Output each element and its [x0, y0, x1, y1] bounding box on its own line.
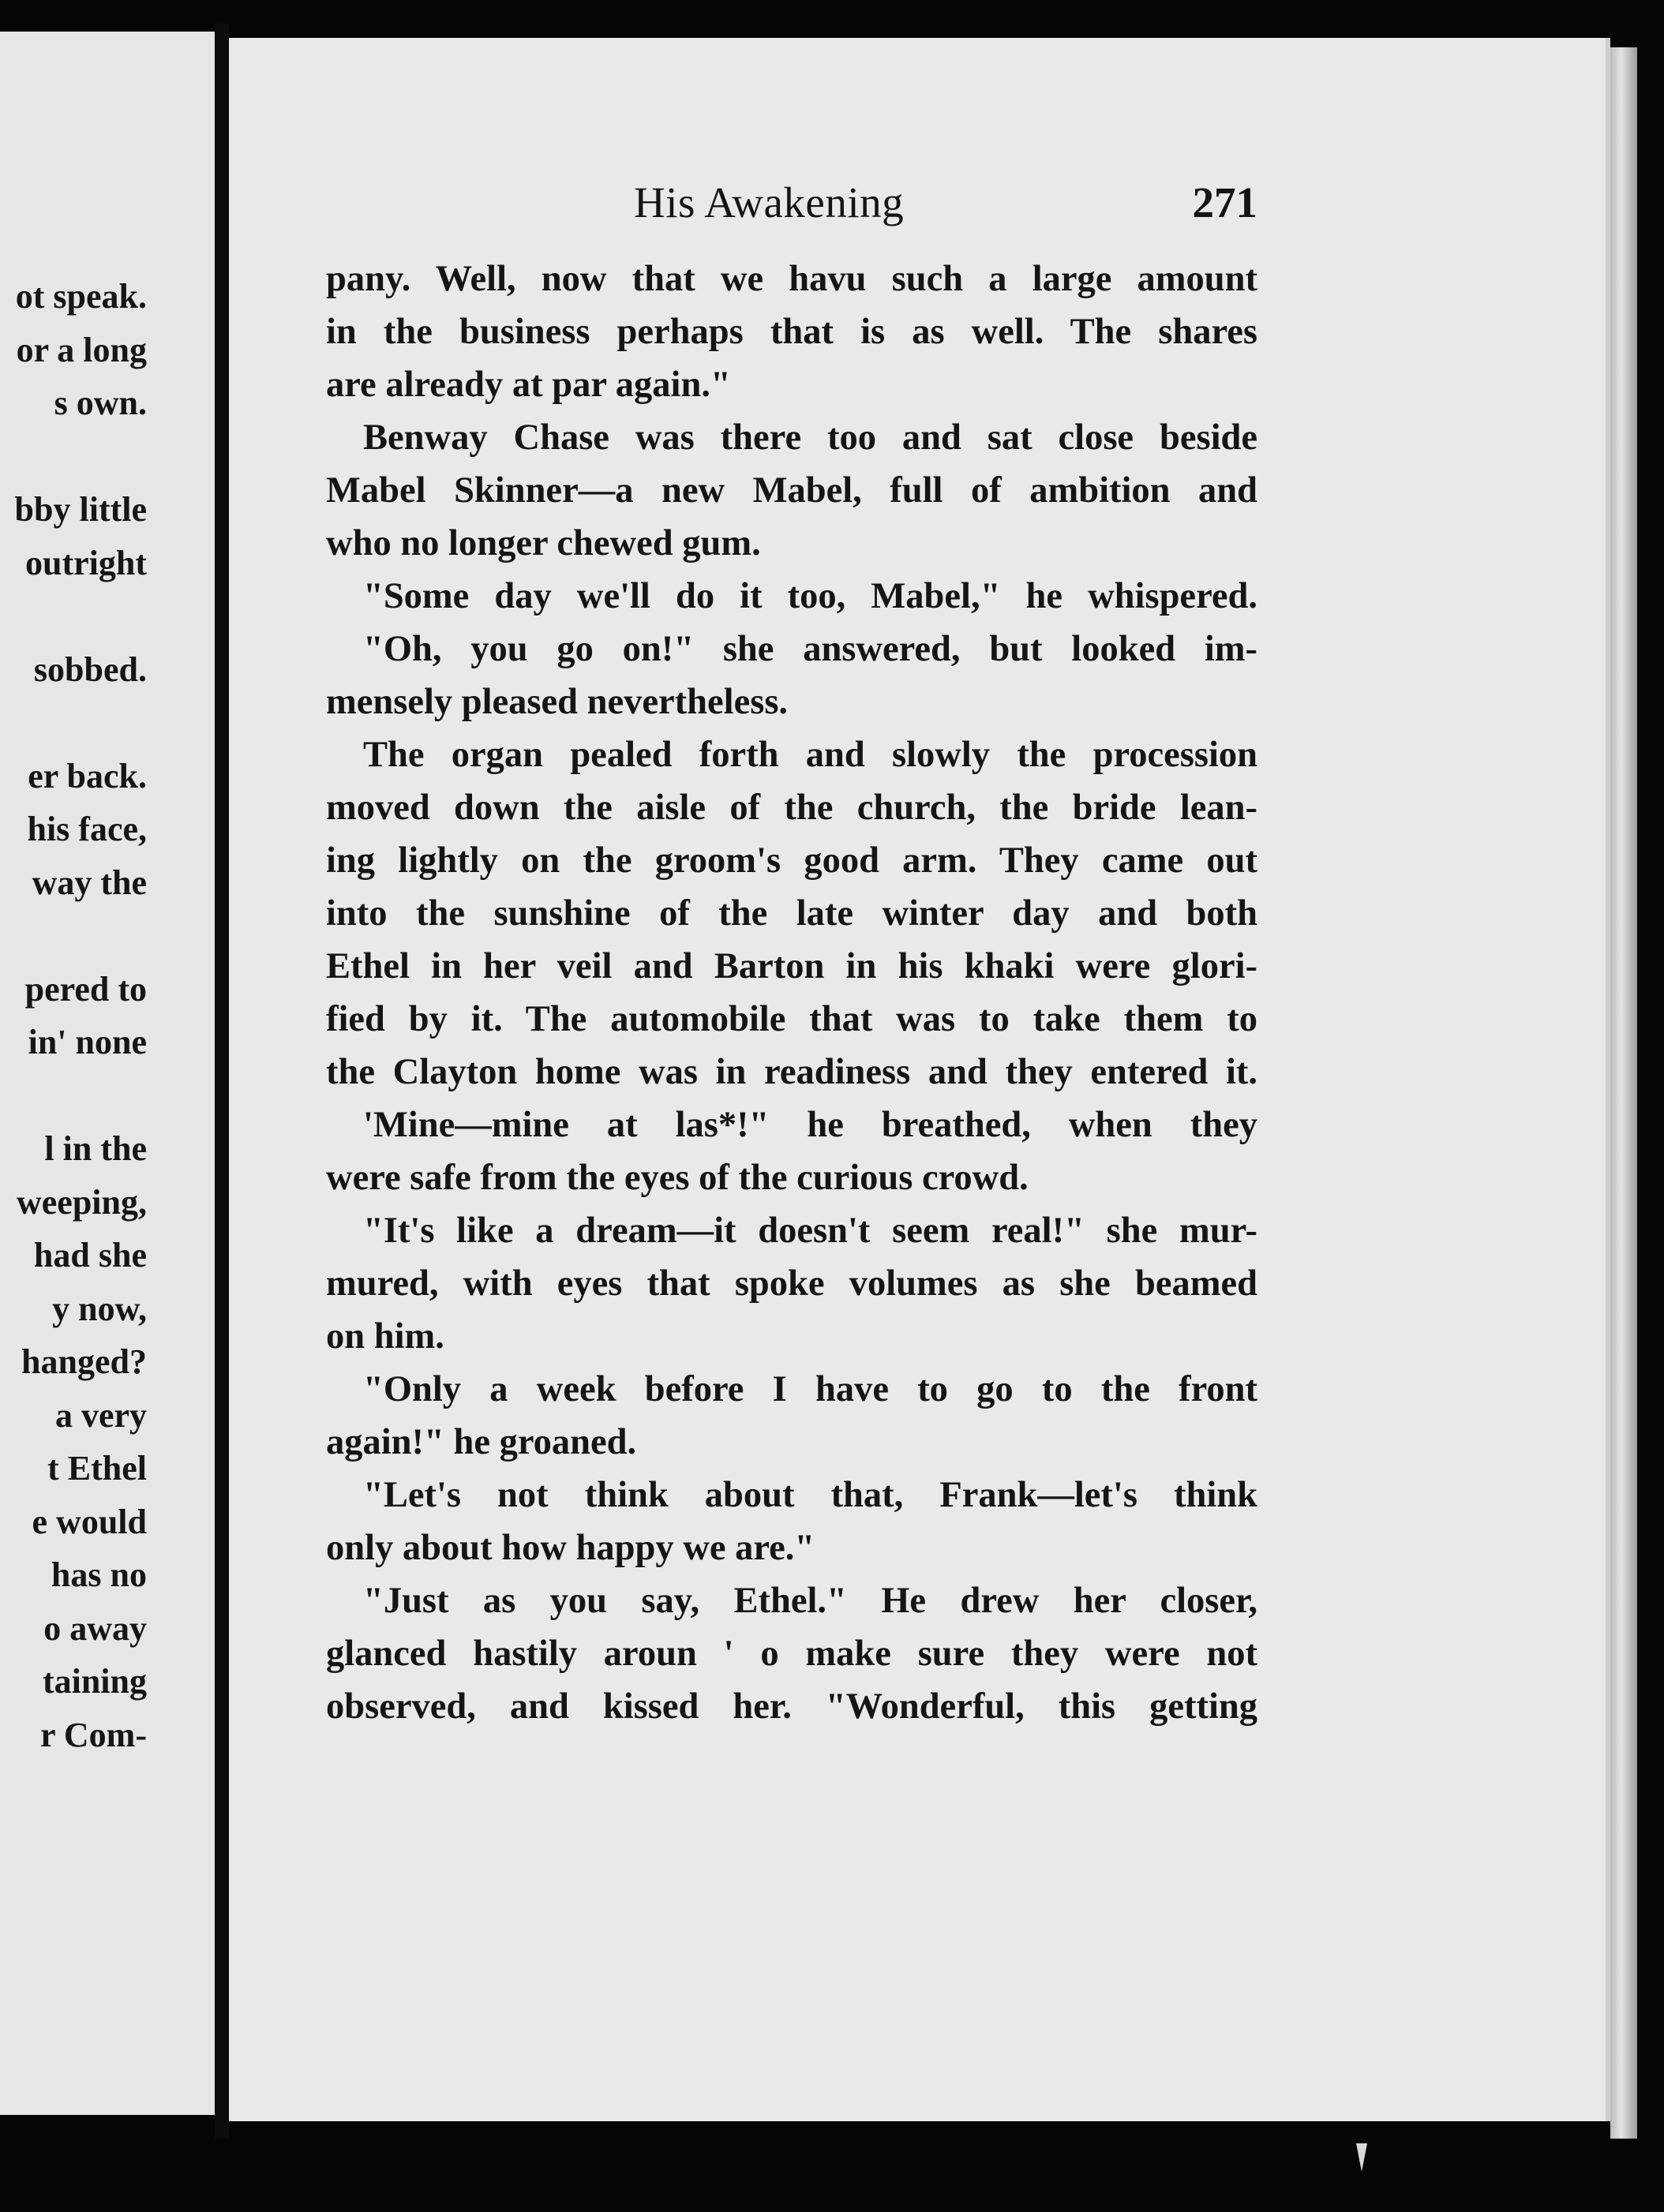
- text-line: into the sunshine of the late winter day and both: [326, 893, 1257, 934]
- page-number: 271: [1192, 178, 1257, 226]
- text-line: "Let's not think about that, Frank—let's think: [363, 1475, 1257, 1515]
- text-line: on him.: [326, 1316, 444, 1357]
- left-page-line: o away: [43, 1608, 147, 1648]
- text-line: the Clayton home was in readiness and they entered it.: [326, 1052, 1257, 1092]
- text-line: were safe from the eyes of the curious crowd.: [326, 1158, 1029, 1198]
- page-edge: [1610, 47, 1637, 2139]
- text-line: Benway Chase was there too and sat close beside: [363, 417, 1257, 458]
- text-line: "Just as you say, Ethel." He drew her closer,: [363, 1581, 1257, 1621]
- left-page-line: or a long: [16, 330, 147, 369]
- left-page-line: sobbed.: [33, 649, 147, 689]
- text-line: fied by it. The automobile that was to take them to: [326, 999, 1257, 1039]
- text-line: Ethel in her veil and Barton in his khaki were glori-: [326, 946, 1257, 986]
- left-page-line: way the: [32, 863, 147, 902]
- left-page-line: ot speak.: [15, 277, 147, 316]
- left-page-line: s own.: [54, 384, 147, 422]
- text-line: "Some day we'll do it too, Mabel," he whispered.: [363, 576, 1257, 616]
- text-line: "It's like a dream—it doesn't seem real!" she mur-: [363, 1211, 1257, 1251]
- running-head: [326, 178, 1257, 225]
- text-line: glanced hastily aroun ' o make sure they were not: [326, 1634, 1257, 1674]
- left-page-line: l in the: [44, 1129, 147, 1168]
- left-page-line: r Com-: [40, 1715, 147, 1754]
- text-line: are already at par again.": [326, 365, 731, 405]
- left-page-line: his face,: [27, 810, 147, 848]
- text-line: ing lightly on the groom's good arm. They came out: [326, 840, 1257, 881]
- text-line: in the business perhaps that is as well. The shares: [326, 312, 1257, 352]
- left-page-line: e would: [32, 1502, 147, 1541]
- text-line: pany. Well, now that we havu such a large amount: [326, 259, 1257, 299]
- text-line: observed, and kissed her. "Wonderful, this getting: [326, 1686, 1257, 1727]
- left-facing-page: [0, 32, 215, 2115]
- text-line: "Oh, you go on!" she answered, but looked im-: [363, 629, 1257, 669]
- scan-artifact-mark: [1356, 2143, 1367, 2172]
- text-line: mured, with eyes that spoke volumes as she beamed: [326, 1263, 1257, 1304]
- text-line: moved down the aisle of the church, the bride lean-: [326, 788, 1257, 828]
- left-page-line: hanged?: [21, 1342, 147, 1381]
- body-text: [326, 253, 1257, 1733]
- left-page-line: bby little: [14, 490, 147, 529]
- left-page-line: taining: [42, 1662, 147, 1701]
- text-line: "Only a week before I have to go to the front: [363, 1369, 1257, 1409]
- running-title: His Awakening: [634, 178, 905, 226]
- left-page-line: had she: [33, 1236, 147, 1274]
- left-page-line: outright: [25, 543, 147, 582]
- left-page-line: a very: [54, 1395, 147, 1435]
- text-line: 'Mine—mine at las*!" he breathed, when they: [363, 1105, 1257, 1145]
- left-page-line: y now,: [52, 1289, 147, 1328]
- text-line: only about how happy we are.": [326, 1528, 815, 1568]
- left-page-line: er back.: [28, 756, 147, 795]
- book-gutter: [215, 24, 229, 2139]
- left-page-line: t Ethel: [47, 1449, 147, 1488]
- text-line: The organ pealed forth and slowly the procession: [363, 735, 1257, 775]
- left-page-line: has no: [51, 1555, 147, 1594]
- left-page-line: pered to: [24, 969, 147, 1009]
- text-line: who no longer chewed gum.: [326, 523, 761, 563]
- left-page-line: in' none: [28, 1023, 147, 1061]
- text-line: mensely pleased nevertheless.: [326, 682, 789, 722]
- left-page-line: weeping,: [17, 1182, 147, 1222]
- text-line: again!" he groaned.: [326, 1422, 637, 1462]
- text-line: Mabel Skinner—a new Mabel, full of ambition and: [326, 470, 1257, 511]
